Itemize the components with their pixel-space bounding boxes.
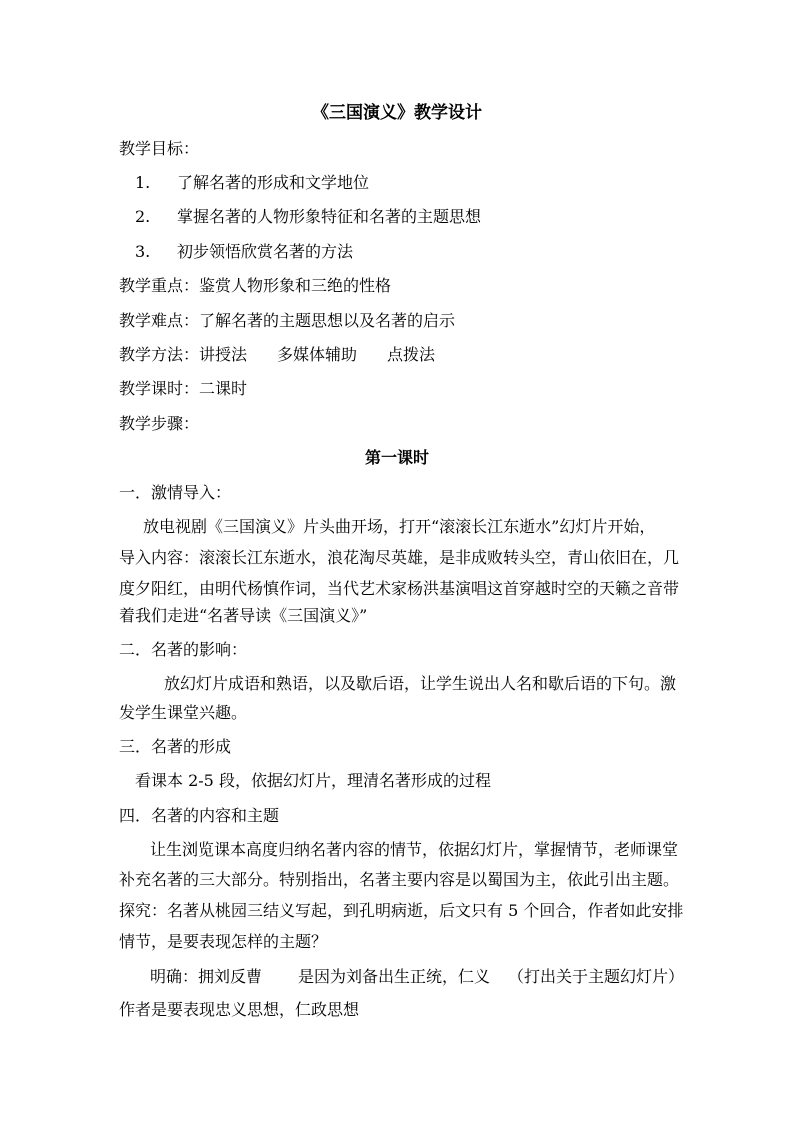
objective-number: 1.	[135, 173, 151, 192]
method-3: 点拨法	[387, 345, 436, 364]
method-label: 教学方法：讲授法	[119, 345, 248, 364]
document-title: 《三国演义》教学设计	[312, 103, 482, 123]
answer-part-b: 是因为刘备出生正统，仁义	[298, 967, 491, 986]
objectives-label: 教学目标：	[119, 139, 200, 158]
section-4-line: 情节，是要表现怎样的主题？	[119, 932, 328, 951]
objective-text: 了解名著的形成和文学地位	[177, 173, 370, 192]
section-2-line: 发学生课堂兴趣。	[119, 703, 248, 722]
difficulty: 教学难点：了解名著的主题思想以及名著的启示	[119, 311, 456, 330]
section-4-title: 四．名著的内容和主题	[119, 806, 280, 825]
answer-part-c: （打出关于主题幻灯片）	[508, 967, 685, 986]
method-2: 多媒体辅助	[277, 345, 358, 364]
section-1-line: 放电视剧《三国演义》片头曲开场，打开“滚滚长江东逝水”幻灯片开始，	[143, 517, 656, 536]
section-2-line: 放幻灯片成语和熟语，以及歇后语，让学生说出人名和歇后语的下句。激	[164, 674, 677, 693]
section-3-title: 三．名著的形成	[119, 737, 232, 756]
section-4-conclusion: 作者是要表现忠义思想，仁政思想	[119, 1000, 360, 1019]
section-4-answer	[150, 965, 684, 989]
objective-item-1	[135, 171, 369, 195]
period-one-heading: 第一课时	[364, 448, 429, 467]
section-2-title: 二．名著的影响：	[119, 640, 248, 659]
objective-number: 3.	[135, 242, 151, 261]
section-1-line: 度夕阳红，由明代杨慎作词，当代艺术家杨洪基演唱这首穿越时空的天籁之音带	[119, 579, 680, 598]
objective-item-3	[135, 240, 353, 264]
section-4-line: 补充名著的三大部分。特别指出，名著主要内容是以蜀国为主，依此引出主题。	[119, 870, 680, 889]
section-4-line: 探究：名著从桃园三结义写起，到孔明病逝，后文只有 5 个回合，作者如此安排	[119, 901, 684, 920]
objective-text: 初步领悟欣赏名著的方法	[177, 242, 354, 261]
objective-number: 2.	[135, 207, 151, 226]
teaching-periods: 教学课时：二课时	[119, 379, 248, 398]
section-1-line: 着我们走进“名著导读《三国演义》”	[119, 606, 368, 625]
section-4-line: 让生浏览课本高度归纳名著内容的情节，依据幻灯片，掌握情节，老师课堂	[150, 840, 679, 859]
section-3-line: 看课本 2-5 段，依据幻灯片，理清名著形成的过程	[135, 771, 491, 790]
section-1-line: 导入内容：滚滚长江东逝水，浪花淘尽英雄，是非成败转头空，青山依旧在，几	[119, 548, 680, 567]
teaching-methods	[119, 343, 435, 367]
objective-text: 掌握名著的人物形象特征和名著的主题思想	[177, 207, 482, 226]
section-1-title: 一．激情导入：	[119, 483, 232, 502]
key-point: 教学重点：鉴赏人物形象和三绝的性格	[119, 276, 392, 295]
steps-label: 教学步骤：	[119, 414, 200, 433]
answer-part-a: 明确：拥刘反曹	[150, 967, 263, 986]
objective-item-2	[135, 205, 481, 229]
